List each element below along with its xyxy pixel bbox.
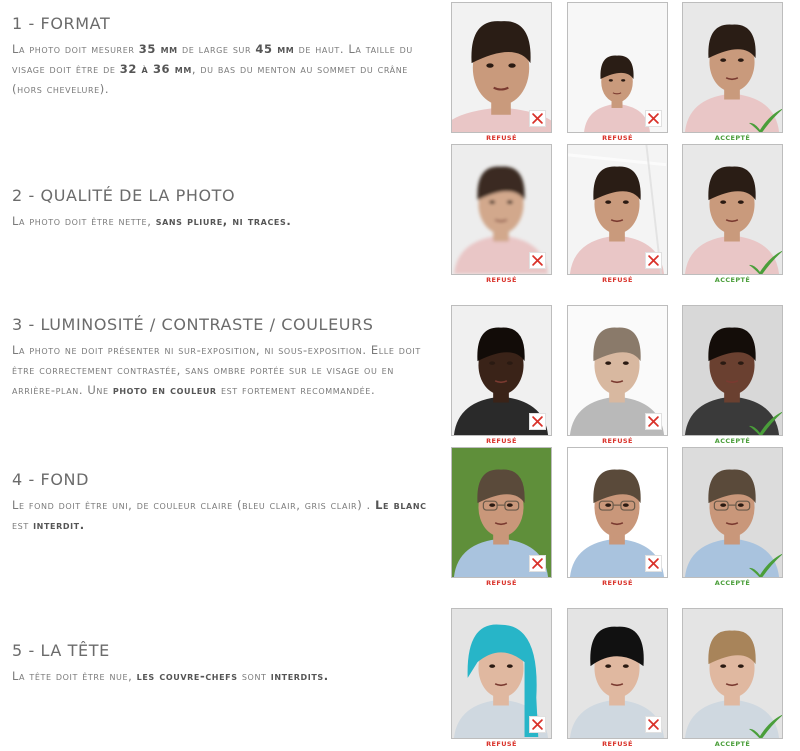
refused-x-icon — [529, 716, 546, 733]
emphasis-text: sans pliure, ni traces. — [155, 214, 292, 228]
refused-label: REFUSÉ — [602, 134, 633, 142]
accepted-label: ACCEPTÉ — [714, 134, 751, 142]
accepted-photo-example — [682, 2, 783, 133]
accepted-photo-example — [682, 447, 783, 578]
emphasis-text: interdit. — [33, 518, 85, 532]
refused-x-icon — [529, 555, 546, 572]
refused-photo-example — [567, 2, 668, 133]
accepted-label: ACCEPTÉ — [714, 437, 751, 445]
refused-x-icon — [645, 555, 662, 572]
section-description — [12, 495, 437, 535]
refused-x-icon — [529, 110, 546, 127]
section-format — [12, 14, 437, 99]
section-title: 3 - LUMINOSITÉ / CONTRASTE / COULEURS — [12, 315, 374, 334]
refused-label: REFUSÉ — [486, 740, 517, 748]
description-text: de haut. La taille du visage doit être de — [12, 42, 413, 76]
description-text: Le fond doit être uni, de couleur claire (bleu clair, gris clair) . — [12, 498, 376, 512]
section-title: 2 - QUALITÉ DE LA PHOTO — [12, 186, 236, 205]
refused-x-icon — [645, 413, 662, 430]
section-quality — [12, 186, 437, 231]
description-text: La tête doit être nue, — [12, 669, 137, 683]
refused-photo-example — [567, 447, 668, 578]
refused-label: REFUSÉ — [602, 579, 633, 587]
description-text: est fortement recommandée. — [216, 383, 376, 397]
refused-label: REFUSÉ — [602, 437, 633, 445]
refused-x-icon — [645, 110, 662, 127]
refused-photo-example — [451, 144, 552, 275]
refused-label: REFUSÉ — [602, 276, 633, 284]
description-text: La photo doit mesurer — [12, 42, 139, 56]
refused-photo-example — [451, 447, 552, 578]
accepted-photo-example — [682, 608, 783, 739]
description-text: est — [12, 518, 34, 532]
refused-photo-example — [567, 608, 668, 739]
refused-x-icon — [645, 716, 662, 733]
accepted-check-icon — [746, 551, 783, 578]
section-title: 1 - FORMAT — [12, 14, 111, 33]
emphasis-text: interdits. — [270, 669, 329, 683]
refused-photo-example — [567, 144, 668, 275]
refused-photo-example — [567, 305, 668, 436]
description-text: de large sur — [177, 42, 256, 56]
refused-x-icon — [645, 252, 662, 269]
section-description — [12, 666, 437, 686]
section-description — [12, 340, 437, 400]
refused-x-icon — [529, 252, 546, 269]
refused-label: REFUSÉ — [486, 134, 517, 142]
refused-label: REFUSÉ — [486, 276, 517, 284]
refused-label: REFUSÉ — [486, 579, 517, 587]
section-description — [12, 39, 437, 99]
section-description — [12, 211, 437, 231]
accepted-check-icon — [746, 712, 783, 739]
accepted-label: ACCEPTÉ — [714, 740, 751, 748]
description-text: , du bas du menton au sommet du crâne (hors chevelure). — [12, 62, 408, 96]
emphasis-text: 45 mm — [255, 42, 295, 56]
accepted-check-icon — [746, 409, 783, 436]
description-text: La photo doit être nette, — [12, 214, 156, 228]
emphasis-text: photo en couleur — [112, 383, 217, 397]
accepted-label: ACCEPTÉ — [714, 579, 751, 587]
refused-label: REFUSÉ — [602, 740, 633, 748]
section-background — [12, 470, 437, 535]
emphasis-text: les couvre-chefs — [136, 669, 238, 683]
refused-photo-example — [451, 305, 552, 436]
accepted-label: ACCEPTÉ — [714, 276, 751, 284]
description-text: sont — [237, 669, 271, 683]
refused-photo-example — [451, 2, 552, 133]
accepted-check-icon — [746, 248, 783, 275]
refused-x-icon — [529, 413, 546, 430]
section-title: 4 - FOND — [12, 470, 90, 489]
section-head — [12, 641, 437, 686]
accepted-photo-example — [682, 144, 783, 275]
description-text: La photo ne doit présenter ni sur-exposition, ni sous-exposition. Elle doit être correctement contrastée, sans ombre portée sur le visage ou en arrière-plan. Une — [12, 343, 421, 397]
refused-photo-example — [451, 608, 552, 739]
refused-label: REFUSÉ — [486, 437, 517, 445]
accepted-photo-example — [682, 305, 783, 436]
section-brightness — [12, 315, 437, 400]
emphasis-text: Le blanc — [375, 498, 427, 512]
accepted-check-icon — [746, 106, 783, 133]
emphasis-text: 35 mm — [138, 42, 178, 56]
emphasis-text: 32 à 36 mm — [119, 62, 192, 76]
section-title: 5 - LA TÊTE — [12, 641, 110, 660]
